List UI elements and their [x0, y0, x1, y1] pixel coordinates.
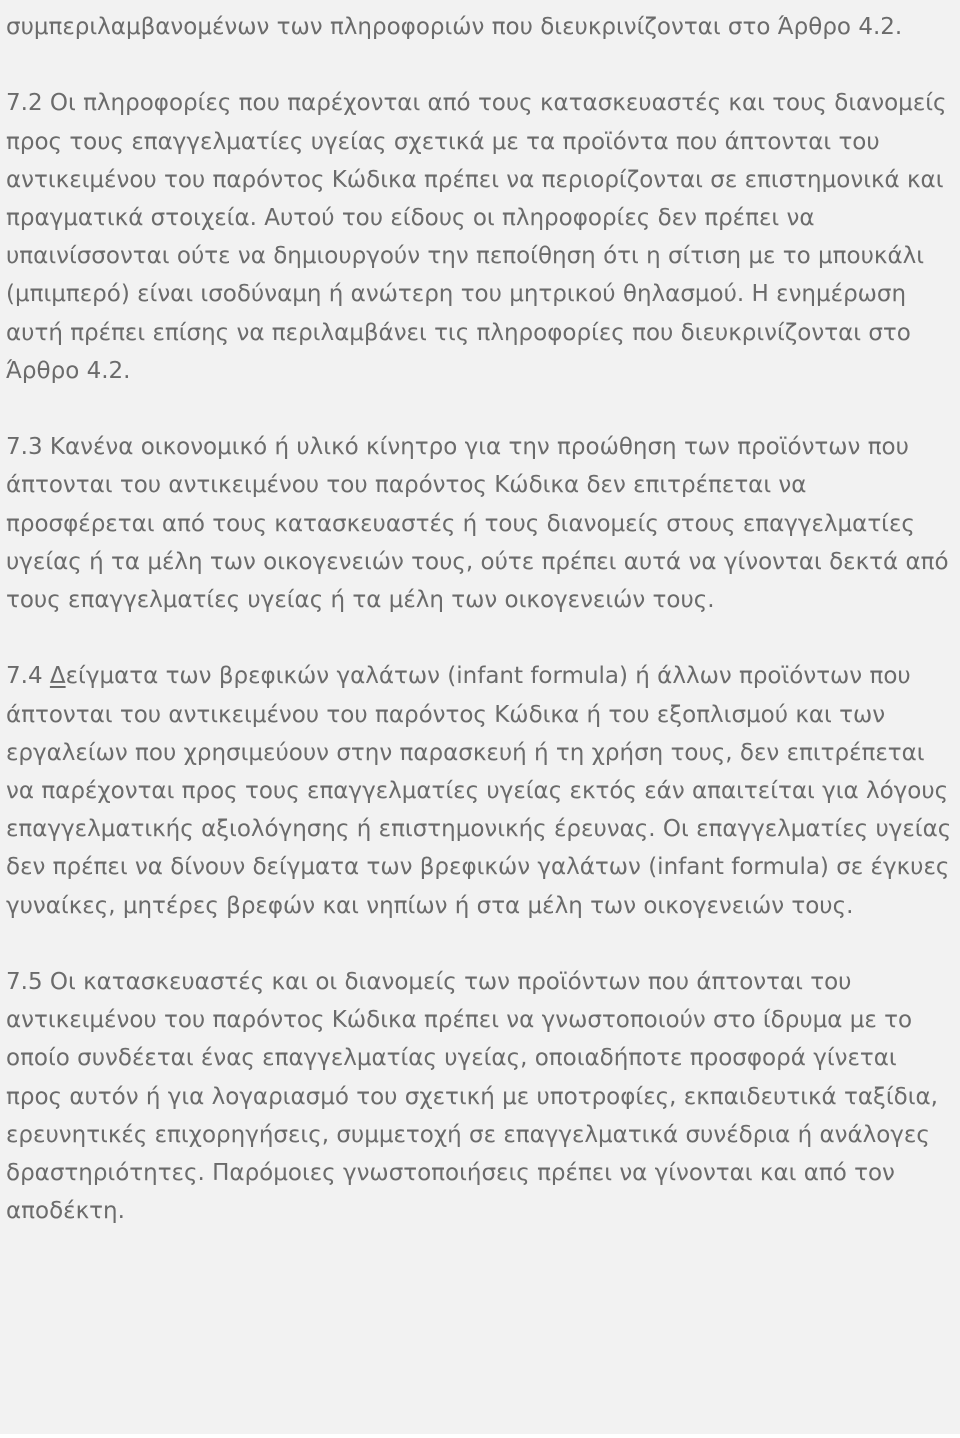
- paragraph-7-4-underlined: Δ: [49, 663, 66, 690]
- paragraph-gap: [6, 390, 956, 428]
- document-body: [6, 8, 956, 1230]
- paragraph-7-5: 7.5 Οι κατασκευαστές και οι διανομείς των προϊόντων που άπτονται του αντικειμένου του παρόντος Κώδικα πρέπει να γνωστοποιούν στο ίδρυμα με το οποίο συνδέεται ένας επαγγελματίας υγείας, οποιαδήποτε προσφορά γίνεται προς αυτόν ή για λογαριασμό του σχετική με υποτροφίες, εκπαιδευτικά ταξίδια, ερευνητικές επιχορηγήσεις, συμμετοχή σε επαγγελματικά συνέδρια ή ανάλογες δραστηριότητες. Παρόμοιες γνωστοποιήσεις πρέπει να γίνονται και από τον αποδέκτη.: [6, 969, 938, 1225]
- paragraph-gap: [6, 619, 956, 657]
- paragraph-gap: [6, 925, 956, 963]
- paragraph-7-4-number: 7.4: [6, 663, 50, 690]
- paragraph-7-4-text: είγματα των βρεφικών γαλάτων (infant formula) ή άλλων προϊόντων που άπτονται του αντικειμένου του παρόντος Κώδικα ή του εξοπλισμού και των εργαλείων που χρησιμεύουν στην παρασκευή ή τη χρήση τους, δεν επιτρέπεται να παρέχονται προς τους επαγγελματίες υγείας εκτός εάν απαιτείται για λόγους επαγγελματικής αξιολόγησης ή επιστημονικής έρευνας. Οι επαγγελματίες υγείας δεν πρέπει να δίνουν δείγματα των βρεφικών γαλάτων (infant formula) σε έγκυες γυναίκες, μητέρες βρεφών και νηπίων ή στα μέλη των οικογενειών τους.: [6, 663, 952, 919]
- paragraph-gap: [6, 46, 956, 84]
- paragraph-continuation: συμπεριλαμβανομένων των πληροφοριών που διευκρινίζονται στο Άρθρο 4.2.: [6, 14, 903, 40]
- paragraph-7-4: [6, 657, 956, 924]
- paragraph-7-3: 7.3 Κανένα οικονομικό ή υλικό κίνητρο για την προώθηση των προϊόντων που άπτονται του αντικειμένου του παρόντος Κώδικα δεν επιτρέπεται να προσφέρεται από τους κατασκευαστές ή τους διανομείς στους επαγγελματίες υγείας ή τα μέλη των οικογενειών τους, ούτε πρέπει αυτά να γίνονται δεκτά από τους επαγγελματίες υγείας ή τα μέλη των οικογενειών τους.: [6, 434, 949, 614]
- paragraph-7-2: 7.2 Οι πληροφορίες που παρέχονται από τους κατασκευαστές και τους διανομείς προς τους επαγγελματίες υγείας σχετικά με τα προϊόντα που άπτονται του αντικειμένου του παρόντος Κώδικα πρέπει να περιορίζονται σε επιστημονικά και πραγματικά στοιχεία. Αυτού του είδους οι πληροφορίες δεν πρέπει να υπαινίσσονται ούτε να δημιουργούν την πεποίθηση ότι η σίτιση με το μπουκάλι (μπιμπερό) είναι ισοδύναμη ή ανώτερη του μητρικού θηλασμού. Η ενημέρωση αυτή πρέπει επίσης να περιλαμβάνει τις πληροφορίες που διευκρινίζονται στο Άρθρο 4.2.: [6, 90, 947, 384]
